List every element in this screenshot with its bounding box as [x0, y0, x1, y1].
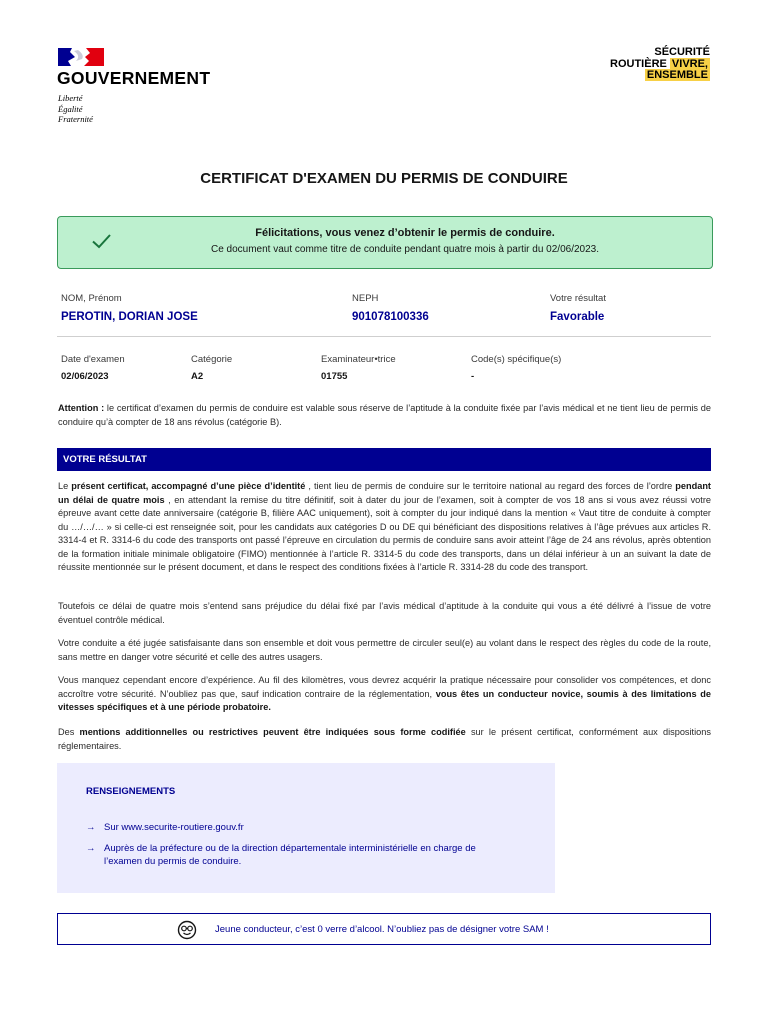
section-header-result [57, 448, 711, 471]
p5-run-bold: mentions additionnelles ou restrictives peuvent être indiquées sous forme codifiée [79, 727, 466, 737]
arrow-right-icon: → [86, 843, 96, 854]
result-label: Votre résultat [550, 293, 606, 304]
exam-date-label: Date d'examen [61, 354, 125, 365]
sam-face-icon [177, 920, 197, 940]
attention-text: le certificat d’examen du permis de conduire est valable sous réserve de l’aptitude à la conduite fixée par l’avis médical et ne tient lieu de permis de conduire qu’à compter de 18 ans révolus (catégorie B). [58, 403, 711, 427]
success-alert [57, 216, 713, 269]
examiner-label: Examinateur•trice [321, 354, 396, 365]
success-subtitle: Ce document vaut comme titre de conduite pendant quatre mois à partir du 02/06/2023. [210, 244, 599, 255]
government-title: GOUVERNEMENT [57, 68, 211, 88]
info-item-label: Sur www.securite-routiere.gouv.fr [104, 822, 244, 833]
p1-run: , en attendant la remise du titre définitif, soit à dater du jour de l’examen, soit à compter de vos 18 ans si vous avez réussi votre épreuve avant cette date anniversaire (catégorie B, filière AAC uniquement), soit à compter du jour indiqué dans la mention « Vaut titre de conduite à compter du …/…/… » si celle-ci est renseignée soit, pour les candidats aux catégories D ou DE qui bénéficiant des dispositions relatives à l’âge prévues aux articles R. 3314-4 et R. 3314-6 du code des transports ont passé l’épreuve en circulation du permis de conduire sans avoir atteint l’âge de 24 ans révolus, après obtention de la formation initiale minimale obligatoire (FIMO) mentionnée à l’article R. 3314-5 du code des transports, dans un délai inférieur à un an suivant la date de réussite mentionnée sur le présent document, et dans le respect des conditions fixées à l’article R. 3314-28 du code des transport. [58, 494, 712, 572]
attention-paragraph [58, 402, 711, 429]
exam-date-value: 02/06/2023 [61, 371, 109, 382]
info-item-label: Auprès de la préfecture ou de la direction départementale interministérielle en charge de l’examen du permis de conduire. [104, 843, 476, 867]
neph-label: NEPH [352, 293, 379, 304]
p5-run: Des [58, 727, 80, 737]
name-value: PEROTIN, DORIAN JOSE [61, 311, 198, 323]
information-title: RENSEIGNEMENTS [86, 786, 176, 797]
paragraph-medical-delay: Toutefois ce délai de quatre mois s’entend sans préjudice du délai fixé par l’avis médical d’aptitude à la conduite qui vous a été délivré à l’issue de votre éventuel contrôle médical. [58, 601, 711, 625]
p4-run: Vous manquez cependant encore d’expérience. Au fil des kilomètres, vous devrez acquérir la pratique nécessaire pour consolider vos compétences, et donc accroître votre sécurité. N’oubliez pas que, sauf indication contraire de la réglementation, [58, 675, 711, 699]
document-title: CERTIFICAT D'EXAMEN DU PERMIS DE CONDUIRE [200, 170, 568, 187]
specific-codes-value: - [471, 371, 475, 382]
motto-liberte: Liberté [58, 93, 83, 103]
motto-fraternite: Fraternité [58, 114, 93, 124]
info-item-prefecture [86, 842, 516, 870]
paragraph-certificate [58, 480, 711, 575]
info-item-website[interactable] [86, 821, 516, 835]
success-title: Félicitations, vous venez d’obtenir le permis de conduire. [255, 227, 555, 239]
french-flag-logo [58, 48, 104, 66]
specific-codes-label: Code(s) spécifique(s) [471, 354, 562, 365]
information-box [57, 763, 555, 893]
paragraph-driving-judgement: Votre conduite a été jugée satisfaisante dans son ensemble et doit vous permettre de circuler seul(e) au volant dans le respect des règles du code de la route, sans mettre en danger votre sécurité et celle des autres usagers. [58, 638, 711, 662]
name-label: NOM, Prénom [61, 293, 122, 304]
section-title: VOTRE RÉSULTAT [63, 454, 147, 465]
paragraph-novice-driver [58, 674, 711, 715]
category-label: Catégorie [191, 354, 233, 365]
neph-value: 901078100336 [352, 311, 429, 323]
p1-run: Le [58, 481, 72, 491]
sr-logo-ensemble: ENSEMBLE [646, 69, 708, 81]
republic-motto [58, 93, 93, 125]
attention-label: Attention : [58, 403, 105, 413]
p5-run: sur le présent certificat, conformément aux dispositions réglementaires. [58, 727, 711, 751]
divider [57, 336, 711, 337]
p4-run-bold: vous êtes un conducteur novice, soumis à des limitations de vitesses spécifiques et à une période probatoire. [58, 688, 712, 712]
securite-routiere-logo [610, 47, 710, 82]
p1-run-bold: présent certificat, accompagné d’une pièce d’identité [71, 481, 306, 491]
sr-logo-line1: SÉCURITÉ [654, 46, 710, 58]
sr-logo-vivre: VIVRE, [671, 57, 708, 70]
sr-logo-line3 [610, 70, 710, 82]
examiner-value: 01755 [321, 371, 348, 382]
category-value: A2 [191, 371, 204, 382]
arrow-right-icon: → [86, 822, 96, 833]
p1-run: , tient lieu de permis de conduire sur le territoire national au regard des forces de l’ordre [305, 481, 676, 491]
sam-reminder-text: Jeune conducteur, c’est 0 verre d’alcool. N’oubliez pas de désigner votre SAM ! [215, 924, 549, 935]
result-value: Favorable [550, 311, 605, 323]
paragraph-additional-mentions [58, 726, 711, 753]
motto-egalite: Égalité [58, 103, 83, 114]
p1-run-bold: pendant un délai de quatre mois [58, 481, 711, 505]
sr-logo-routiere: ROUTIÈRE [610, 57, 667, 70]
sam-reminder-box [57, 913, 711, 945]
